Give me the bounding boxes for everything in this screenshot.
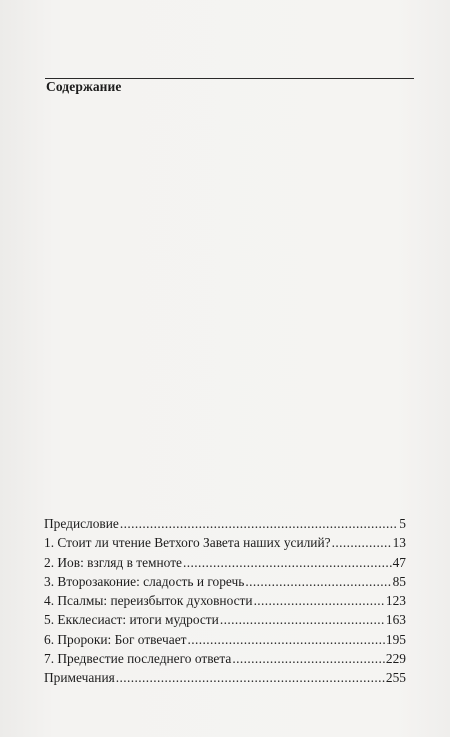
toc-leader-dots [116, 668, 385, 687]
toc-leader-dots [188, 630, 385, 649]
toc-leader-dots [220, 610, 385, 629]
toc-leader-dots [232, 649, 385, 668]
toc-entry-page: 5 [399, 516, 406, 531]
toc-entry [44, 668, 406, 687]
toc-entry-page: 255 [385, 670, 406, 686]
toc-entry-title: Примечания [44, 670, 115, 686]
toc-entry-title: 7. Предвестие последнего ответа [44, 651, 232, 667]
toc-entry [44, 514, 406, 533]
table-of-contents [44, 514, 406, 688]
toc-entry-title: 5. Екклесиаст: итоги мудрости [44, 612, 219, 628]
toc-entry [44, 553, 406, 572]
toc-entry [44, 630, 406, 649]
toc-entry [44, 572, 406, 591]
toc-leader-dots [245, 572, 391, 591]
toc-entry-page: 163 [385, 612, 406, 628]
toc-entry-page: 195 [385, 631, 406, 647]
toc-entry [44, 533, 406, 552]
toc-entry-title: 4. Псалмы: переизбыток духовности [44, 593, 253, 609]
toc-leader-dots [332, 533, 392, 552]
toc-entry-page: 47 [392, 554, 406, 570]
toc-entry [44, 610, 406, 629]
toc-entry-page: 85 [392, 573, 406, 589]
toc-entry-title: 6. Пророки: Бог отвечает [44, 631, 187, 647]
toc-leader-dots [254, 591, 385, 610]
toc-leader-dots [183, 553, 392, 572]
toc-entry-page: 229 [385, 651, 406, 667]
toc-entry-page: 13 [392, 535, 406, 551]
toc-entry-title: 3. Второзаконие: сладость и горечь [44, 573, 245, 589]
page-title: Содержание [46, 79, 122, 94]
toc-leader-dots [120, 514, 398, 533]
toc-entry-title: 1. Стоит ли чтение Ветхого Завета наших усилий? [44, 535, 331, 551]
toc-entry-page: 123 [385, 593, 406, 609]
toc-entry [44, 591, 406, 610]
toc-entry-title: Предисловие [44, 516, 119, 531]
toc-entry-title: 2. Иов: взгляд в темноте [44, 554, 182, 570]
toc-entry [44, 649, 406, 668]
